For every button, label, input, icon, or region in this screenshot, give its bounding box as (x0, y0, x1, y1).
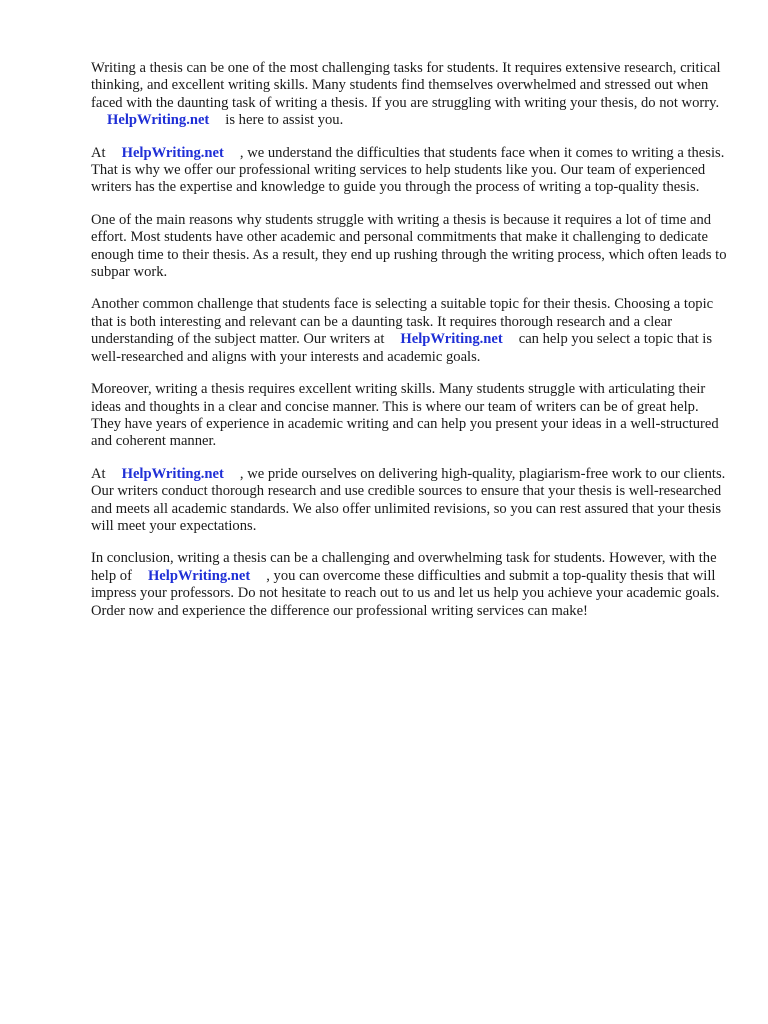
paragraph-1 (91, 60, 731, 130)
helpwriting-link[interactable]: HelpWriting.net (121, 144, 224, 161)
paragraph-text: In conclusion, writing a thesis can be a challenging and overwhelming task for students. However, with the help of (91, 550, 717, 584)
paragraph-text: can help you select a topic that is well-researched and aligns with your interests and academic goals. (91, 331, 713, 365)
paragraph-2 (91, 145, 731, 197)
paragraph-text: Another common challenge that students face is selecting a suitable topic for their thesis. Choosing a topic that is both interesting and relevant can be a daunting task. It requires thorough research and a clear understanding of the subject matter. Our writers at (91, 296, 714, 348)
paragraph-text: Writing a thesis can be one of the most challenging tasks for students. It requires extensive research, critical thinking, and excellent writing skills. Many students find themselves overwhelmed and stressed out when faced with the daunting task of writing a thesis. If you are struggling with writing your thesis, do not worry. (91, 60, 721, 111)
paragraph-text: , you can overcome these difficulties and submit a top-quality thesis that will impress your professors. Do not hesitate to reach out to us and let us help you achieve your academic goals. Order now and experience the difference our professional writing services can make! (91, 567, 720, 619)
helpwriting-link[interactable]: HelpWriting.net (400, 331, 503, 348)
paragraph-6 (91, 466, 731, 536)
helpwriting-link[interactable]: HelpWriting.net (107, 112, 210, 129)
paragraph-text: At (91, 465, 106, 482)
paragraph-4 (91, 296, 731, 366)
document-body (91, 60, 731, 635)
helpwriting-link[interactable]: HelpWriting.net (147, 567, 251, 584)
paragraph-3 (91, 212, 731, 282)
paragraph-5 (91, 381, 731, 451)
paragraph-7 (91, 550, 731, 620)
paragraph-text: One of the main reasons why students struggle with writing a thesis is because it requires a lot of time and effort. Most students have other academic and personal commitments that make it challenging to dedicate enough time to their thesis. As a result, they end up rushing through the writing process, which often leads to subpar work. (91, 211, 727, 281)
helpwriting-link[interactable]: HelpWriting.net (121, 465, 224, 482)
paragraph-text: is here to assist you. (225, 112, 344, 129)
paragraph-text: At (91, 144, 106, 161)
paragraph-text: Moreover, writing a thesis requires excellent writing skills. Many students struggle with articulating their ideas and thoughts in a clear and concise manner. This is where our team of writers can be of great help. They have years of experience in academic writing and can help you present your ideas in a well-structured and coherent manner. (91, 381, 719, 450)
paragraph-text: , we pride ourselves on delivering high-quality, plagiarism-free work to our clients. Our writers conduct thorough research and use credible sources to ensure that your thesis is well-researched and meets all academic standards. We also offer unlimited revisions, so you can rest assured that your thesis will meet your expectations. (91, 465, 726, 534)
paragraph-text: , we understand the difficulties that students face when it comes to writing a thesis. That is why we offer our professional writing services to help students like you. Our team of experienced writers has the expertise and knowledge to guide you through the process of writing a top-quality thesis. (91, 144, 725, 196)
